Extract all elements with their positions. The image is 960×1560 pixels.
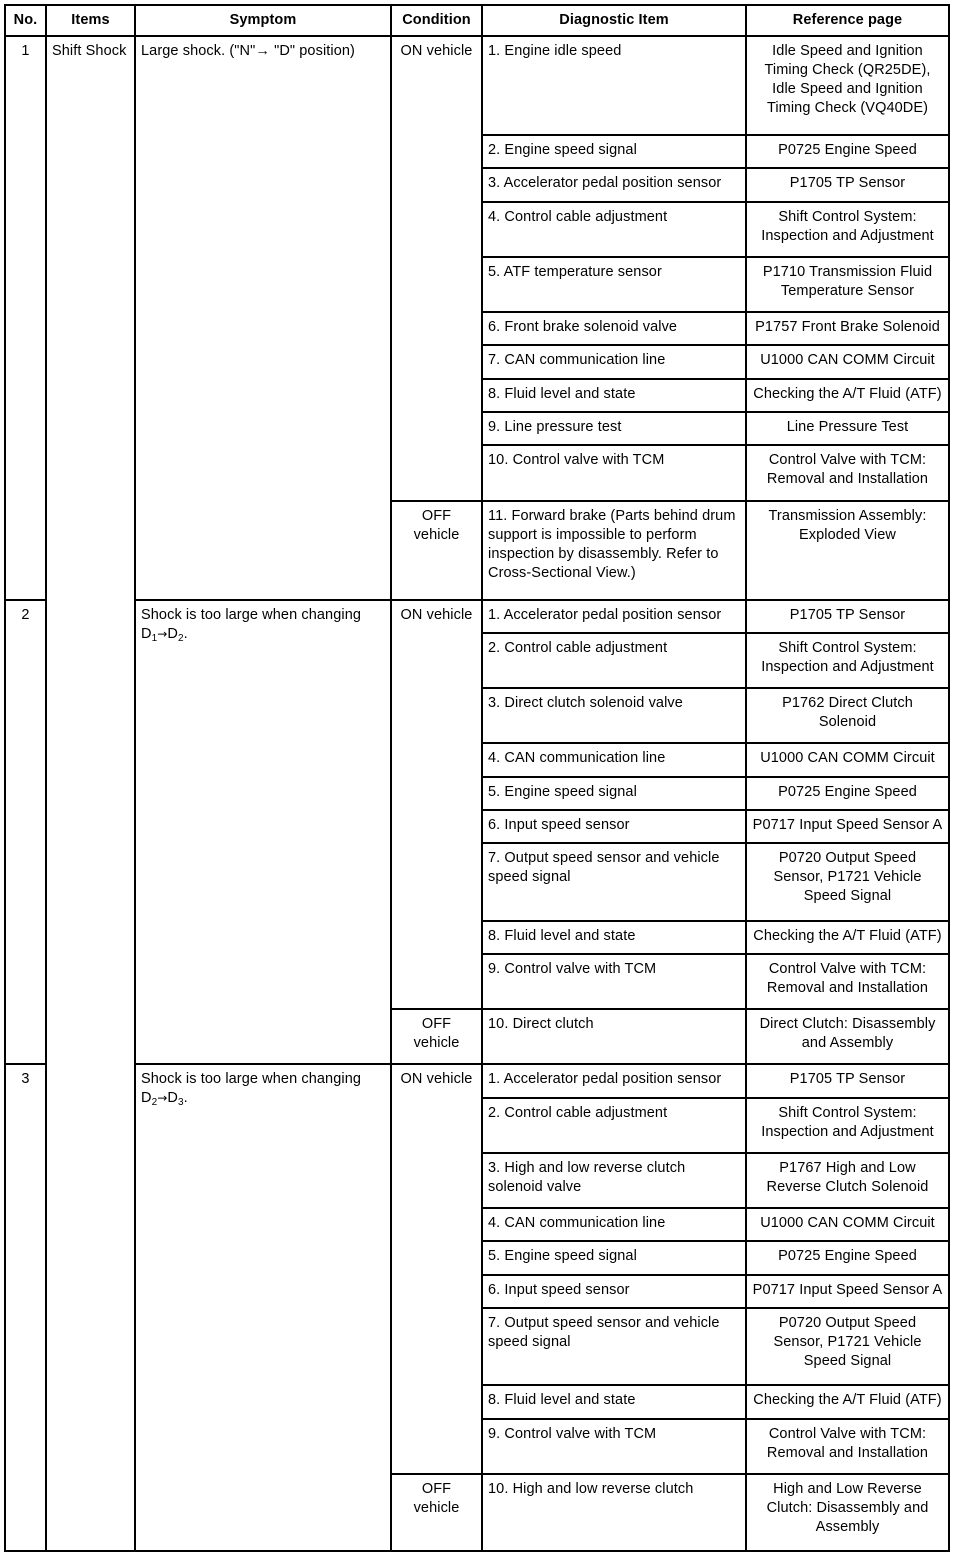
gear-to-sub: 3 xyxy=(177,1097,184,1109)
condition-on: ON vehicle xyxy=(391,36,482,501)
diagnostic-item: 9. Control valve with TCM xyxy=(482,1419,746,1474)
reference-page: Checking the A/T Fluid (ATF) xyxy=(746,921,949,954)
reference-page: Control Valve with TCM: Removal and Installation xyxy=(746,954,949,1009)
gear-to: D xyxy=(167,1090,178,1107)
reference-page: Control Valve with TCM: Removal and Installation xyxy=(746,445,949,500)
reference-page: Control Valve with TCM: Removal and Installation xyxy=(746,1419,949,1474)
diagnostic-item: 7. Output speed sensor and vehicle speed signal xyxy=(482,1308,746,1385)
gear-from: D xyxy=(141,625,152,642)
reference-page: P0725 Engine Speed xyxy=(746,135,949,168)
diagnostic-item: 7. CAN communication line xyxy=(482,345,746,378)
diagnostic-item: 3. High and low reverse clutch solenoid valve xyxy=(482,1153,746,1208)
diagnostic-item: 1. Accelerator pedal position sensor xyxy=(482,1064,746,1097)
reference-page: P1710 Transmission Fluid Temperature Sensor xyxy=(746,257,949,312)
gear-from-sub: 1 xyxy=(151,632,158,644)
reference-page: P0717 Input Speed Sensor A xyxy=(746,810,949,843)
reference-page: P0725 Engine Speed xyxy=(746,777,949,810)
condition-on: ON vehicle xyxy=(391,1064,482,1473)
header-symptom: Symptom xyxy=(135,5,391,36)
diagnostic-item: 2. Control cable adjustment xyxy=(482,633,746,688)
reference-page: High and Low Reverse Clutch: Disassembly and Assembly xyxy=(746,1474,949,1551)
diagnostic-item: 10. Control valve with TCM xyxy=(482,445,746,500)
header-no: No. xyxy=(5,5,46,36)
reference-page: U1000 CAN COMM Circuit xyxy=(746,743,949,776)
diagnostic-item: 3. Accelerator pedal position sensor xyxy=(482,168,746,201)
diagnostic-item: 5. ATF temperature sensor xyxy=(482,257,746,312)
diagnostic-item: 11. Forward brake (Parts behind drum support is impossible to perform inspection by disassembly. Refer to Cross-Sectional View.) xyxy=(482,501,746,600)
table-row xyxy=(5,1064,949,1097)
header-items: Items xyxy=(46,5,135,36)
header-diagnostic-item: Diagnostic Item xyxy=(482,5,746,36)
reference-page: Checking the A/T Fluid (ATF) xyxy=(746,379,949,412)
reference-page: P0717 Input Speed Sensor A xyxy=(746,1275,949,1308)
diagnostic-item: 4. CAN communication line xyxy=(482,743,746,776)
diagnostic-item: 2. Engine speed signal xyxy=(482,135,746,168)
diagnostic-item: 1. Accelerator pedal position sensor xyxy=(482,600,746,633)
symptom-prefix: Shock is too large when changing xyxy=(141,1071,362,1088)
diagnostic-item: 4. CAN communication line xyxy=(482,1208,746,1241)
diagnostic-item: 7. Output speed sensor and vehicle speed signal xyxy=(482,843,746,920)
reference-page: P0725 Engine Speed xyxy=(746,1241,949,1274)
reference-page: Direct Clutch: Disassembly and Assembly xyxy=(746,1009,949,1064)
diagnosis-table xyxy=(4,4,950,1552)
reference-page: Checking the A/T Fluid (ATF) xyxy=(746,1385,949,1418)
diagnostic-item: 6. Input speed sensor xyxy=(482,810,746,843)
diagnostic-item: 1. Engine idle speed xyxy=(482,36,746,135)
reference-page: Shift Control System: Inspection and Adjustment xyxy=(746,1098,949,1153)
diagnostic-item: 6. Input speed sensor xyxy=(482,1275,746,1308)
gear-to: D xyxy=(167,625,178,642)
reference-page: Line Pressure Test xyxy=(746,412,949,445)
condition-off: OFF vehicle xyxy=(391,1009,482,1064)
reference-page: P1767 High and Low Reverse Clutch Solenoid xyxy=(746,1153,949,1208)
reference-page: P1705 TP Sensor xyxy=(746,600,949,633)
reference-page: P0720 Output Speed Sensor, P1721 Vehicle Speed Signal xyxy=(746,1308,949,1385)
diagnostic-item: 2. Control cable adjustment xyxy=(482,1098,746,1153)
condition-off: OFF vehicle xyxy=(391,1474,482,1551)
symptom-number: 2 xyxy=(5,600,46,1065)
diagnostic-item: 4. Control cable adjustment xyxy=(482,202,746,257)
reference-page: P1762 Direct Clutch Solenoid xyxy=(746,688,949,743)
diagnostic-item: 8. Fluid level and state xyxy=(482,921,746,954)
reference-page: Shift Control System: Inspection and Adjustment xyxy=(746,633,949,688)
reference-page: U1000 CAN COMM Circuit xyxy=(746,1208,949,1241)
item-name: Shift Shock xyxy=(46,36,135,1551)
reference-page: Transmission Assembly: Exploded View xyxy=(746,501,949,600)
reference-page: Shift Control System: Inspection and Adjustment xyxy=(746,202,949,257)
table-row xyxy=(5,600,949,633)
header-reference-page: Reference page xyxy=(746,5,949,36)
symptom-suffix: . xyxy=(183,1090,188,1107)
diagnostic-item: 10. Direct clutch xyxy=(482,1009,746,1064)
table-row xyxy=(5,36,949,135)
diagnostic-item: 5. Engine speed signal xyxy=(482,777,746,810)
diagnostic-item: 9. Line pressure test xyxy=(482,412,746,445)
symptom-text xyxy=(135,600,391,1065)
arrow-glyph: → xyxy=(157,1091,168,1106)
gear-from-sub: 2 xyxy=(151,1097,158,1109)
reference-page: U1000 CAN COMM Circuit xyxy=(746,345,949,378)
reference-page: P0720 Output Speed Sensor, P1721 Vehicle Speed Signal xyxy=(746,843,949,920)
symptom-text: Large shock. ("N"→ "D" position) xyxy=(135,36,391,600)
diagnostic-item: 3. Direct clutch solenoid valve xyxy=(482,688,746,743)
diagnostic-item: 10. High and low reverse clutch xyxy=(482,1474,746,1551)
condition-off: OFF vehicle xyxy=(391,501,482,600)
diagnostic-item: 5. Engine speed signal xyxy=(482,1241,746,1274)
header-row xyxy=(5,5,949,36)
symptom-suffix: . xyxy=(183,625,188,642)
diagnostic-item: 9. Control valve with TCM xyxy=(482,954,746,1009)
reference-page: P1705 TP Sensor xyxy=(746,168,949,201)
symptom-number: 1 xyxy=(5,36,46,600)
gear-from: D xyxy=(141,1090,152,1107)
reference-page: P1705 TP Sensor xyxy=(746,1064,949,1097)
reference-page: Idle Speed and Ignition Timing Check (QR25DE), Idle Speed and Ignition Timing Check (VQ40DE) xyxy=(746,36,949,135)
symptom-prefix: Shock is too large when changing xyxy=(141,606,362,623)
diagnostic-item: 6. Front brake solenoid valve xyxy=(482,312,746,345)
symptom-number: 3 xyxy=(5,1064,46,1551)
symptom-text xyxy=(135,1064,391,1551)
arrow-glyph: → xyxy=(157,626,168,641)
gear-to-sub: 2 xyxy=(177,632,184,644)
header-condition: Condition xyxy=(391,5,482,36)
diagnostic-item: 8. Fluid level and state xyxy=(482,1385,746,1418)
condition-on: ON vehicle xyxy=(391,600,482,1009)
reference-page: P1757 Front Brake Solenoid xyxy=(746,312,949,345)
diagnostic-item: 8. Fluid level and state xyxy=(482,379,746,412)
